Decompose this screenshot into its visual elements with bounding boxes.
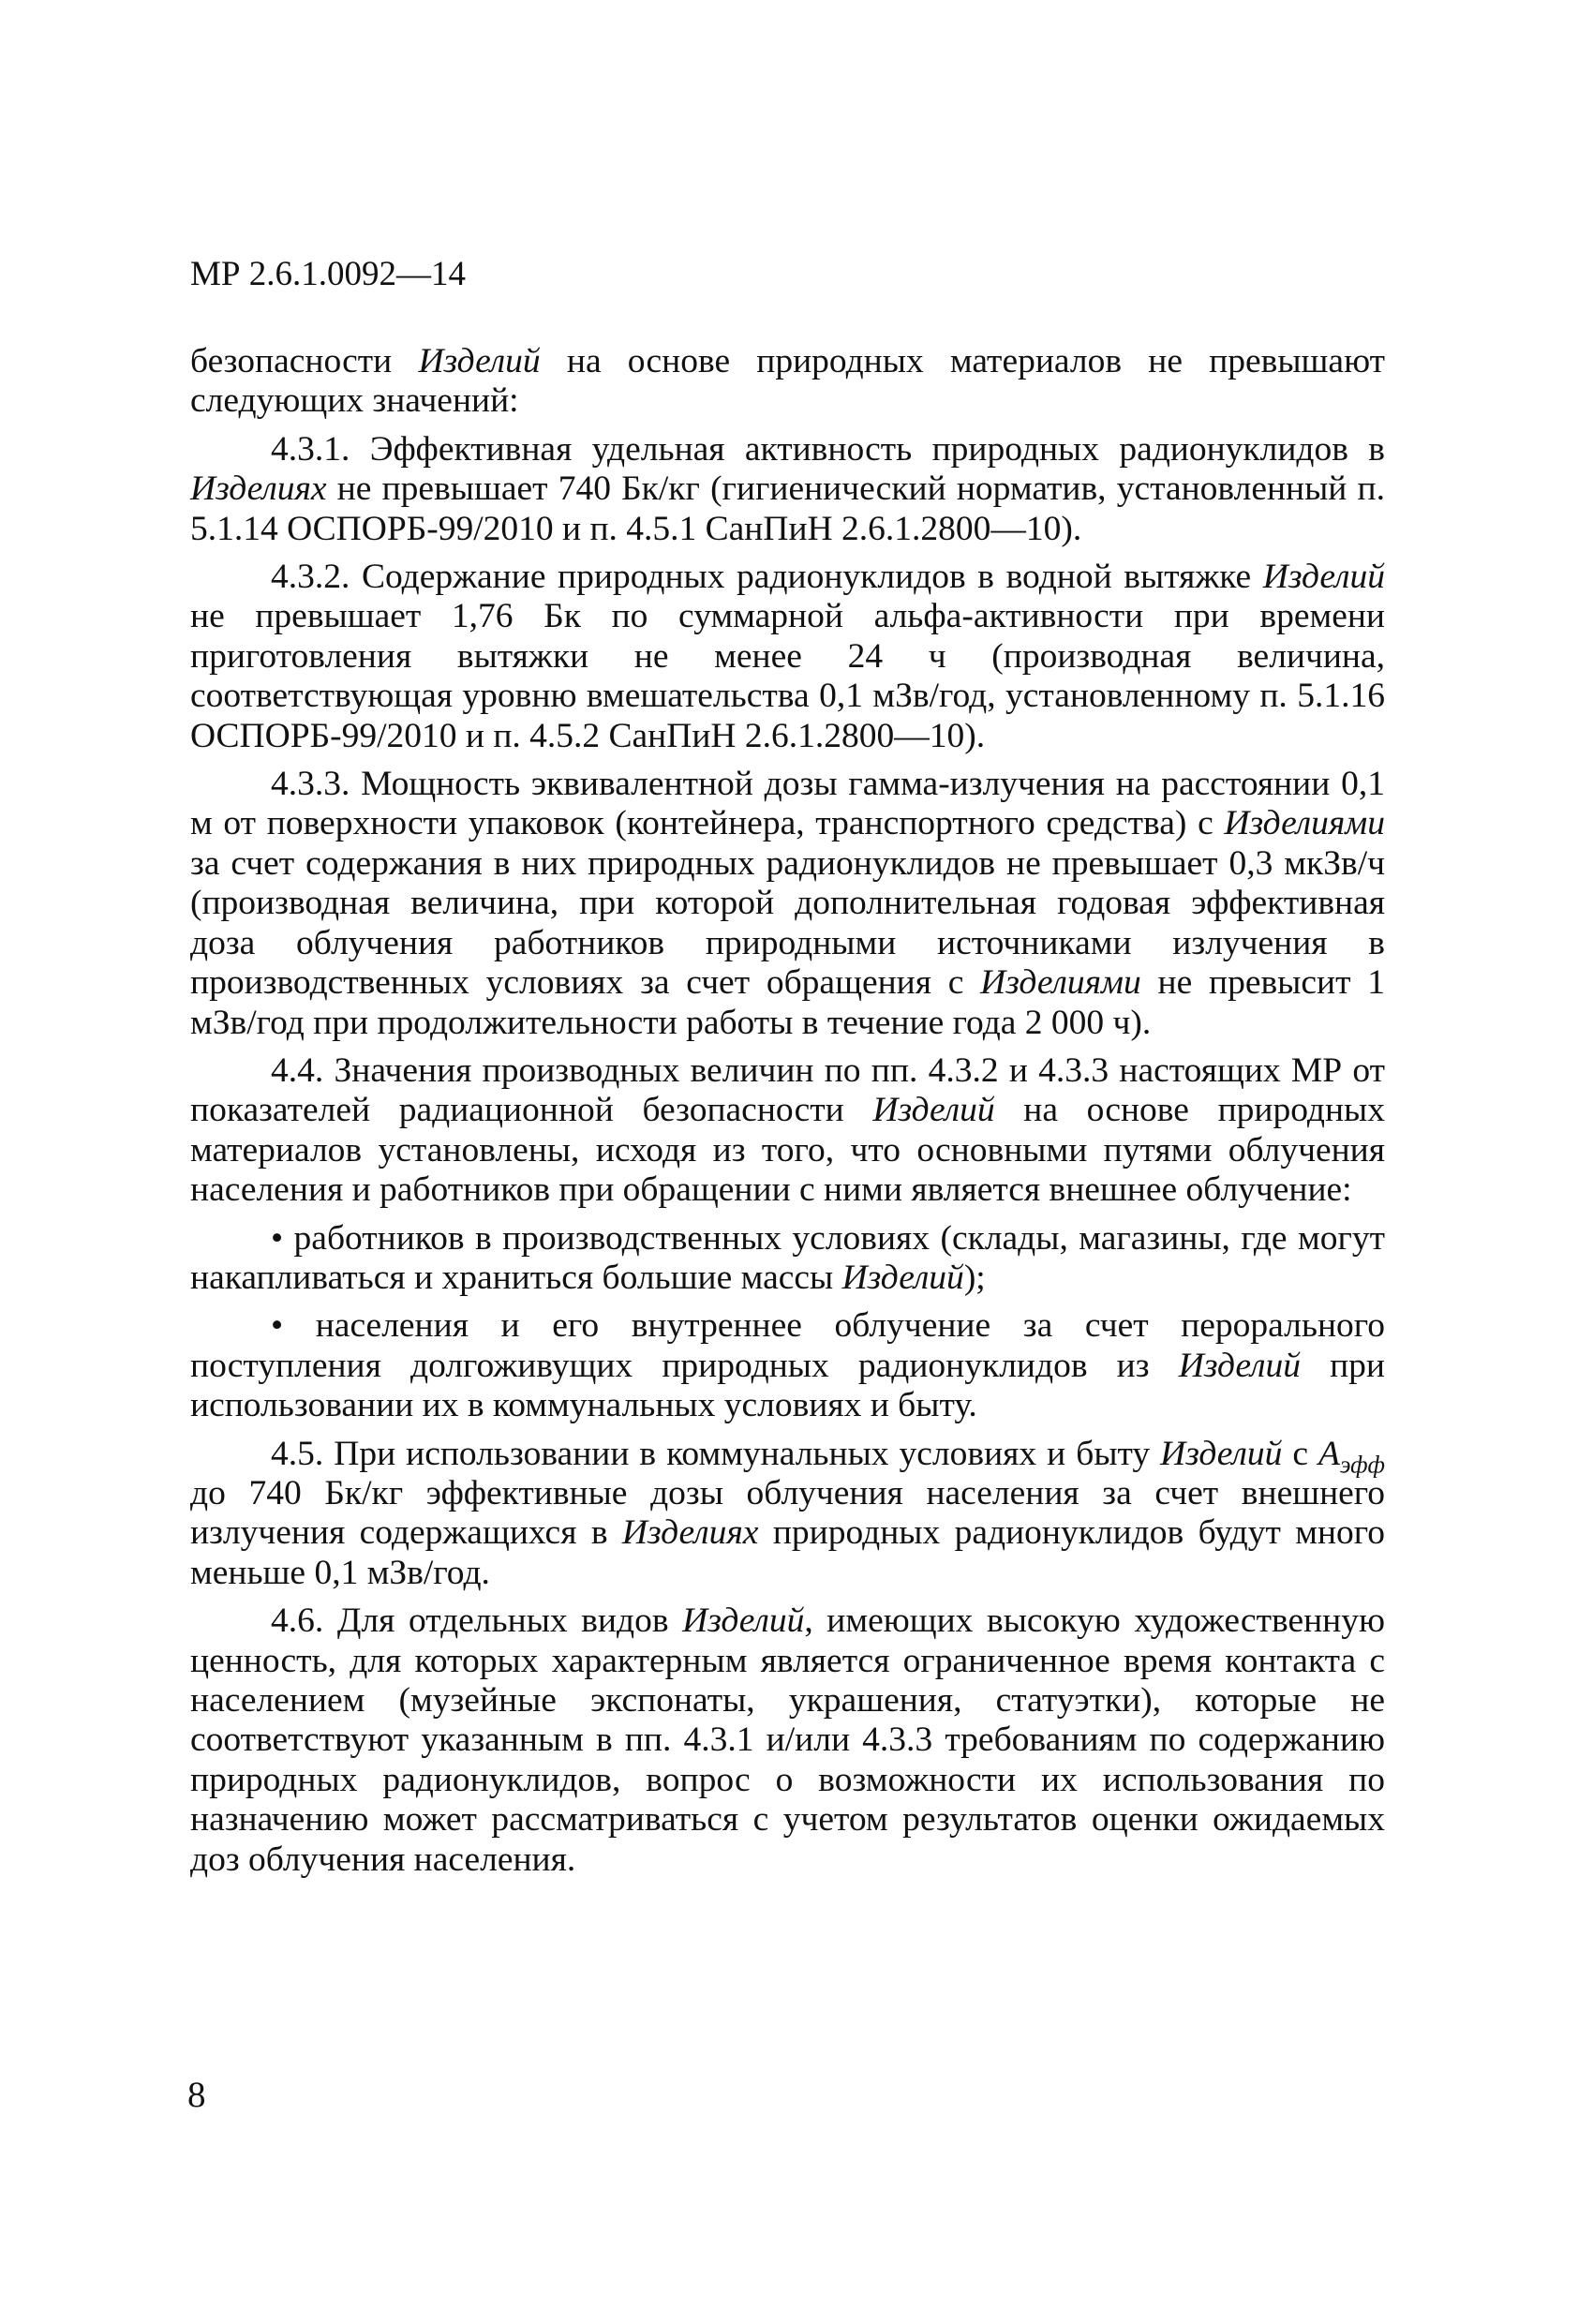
italic-term: А bbox=[1318, 1434, 1340, 1473]
italic-term: Изделиях bbox=[190, 469, 327, 509]
paragraph-p431 bbox=[190, 430, 1385, 549]
text-segment: с bbox=[1282, 1434, 1319, 1473]
subscript-text: эфф bbox=[1339, 1451, 1385, 1479]
text-segment: 4.3.3. Мощность эквивалентной дозы гамма-излучения на расстоянии 0,1 м от поверхности упаковок (контейнера, транспортного средства) с bbox=[190, 765, 1385, 843]
italic-term: Изделиях bbox=[621, 1513, 759, 1553]
italic-term: Изделий bbox=[1262, 558, 1385, 597]
italic-term: Изделий bbox=[418, 342, 541, 380]
document-code: МР 2.6.1.0092—14 bbox=[190, 255, 466, 293]
paragraph-b2 bbox=[190, 1306, 1385, 1425]
paragraph-b1 bbox=[190, 1219, 1385, 1299]
text-segment: безопасности bbox=[190, 342, 419, 380]
paragraph-p44 bbox=[190, 1051, 1385, 1211]
text-segment: • работников в производственных условиях (склады, магазины, где могут накапливаться и храниться большие массы bbox=[190, 1218, 1385, 1297]
page-number: 8 bbox=[187, 2075, 206, 2115]
paragraph-p432 bbox=[190, 558, 1385, 756]
italic-term: Изделий bbox=[872, 1091, 995, 1130]
text-segment: , имеющих высокую художественную ценность, для которых характерным является ограниченное время контакта с населением (музейные экспонаты, украшения, статуэтки), которые не соответствуют указанным в пп. 4.3.1 и/или 4.3.3 требованиям по содержанию природных радионуклидов, вопрос о возможности их использования по назначению может рассматриваться с учетом результатов оценки ожидаемых доз облучения населения. bbox=[190, 1601, 1385, 1879]
text-segment: на основе природных материалов не превышают следующих значений: bbox=[190, 342, 1385, 421]
body-text bbox=[190, 342, 1385, 1888]
text-segment: не превысит 1 мЗв/год при продолжительности работы в течение года 2 000 ч). bbox=[190, 963, 1385, 1042]
italic-term: Изделий bbox=[1160, 1434, 1283, 1473]
text-segment: не превышает 740 Бк/кг (гигиенический норматив, установленный п. 5.1.14 ОСПОРБ-99/2010 и п. 4.5.1 СанПиН 2.6.1.2800—10). bbox=[190, 469, 1385, 548]
italic-term: Изделий bbox=[1178, 1346, 1301, 1385]
paragraph-p433 bbox=[190, 765, 1385, 1043]
text-segment: 4.3.2. Содержание природных радионуклидов в водной вытяжке bbox=[271, 558, 1263, 597]
text-segment: • населения и его внутреннее облучение за счет перорального поступления долгоживущих природных радионуклидов из bbox=[190, 1306, 1385, 1385]
italic-term: Изделий bbox=[841, 1258, 964, 1297]
text-segment: не превышает 1,76 Бк по суммарной альфа-активности при времени приготовления вытяжки не менее 24 ч (производная величина, соответствующая уровню вмешательства 0,1 мЗв/год, установленному п. 5.1.16 ОСПОРБ-99/2010 и п. 4.5.2 СанПиН 2.6.1.2800—10). bbox=[190, 597, 1385, 755]
text-segment: 4.3.1. Эффективная удельная активность природных радионуклидов в bbox=[271, 429, 1385, 469]
text-segment: 4.4. Значения производных величин по пп. 4.3.2 и 4.3.3 настоящих МР от показателей радиационной безопасности bbox=[190, 1050, 1385, 1130]
italic-term: Изделиями bbox=[980, 963, 1141, 1003]
text-segment: за счет содержания в них природных радионуклидов не превышает 0,3 мкЗв/ч (производная величина, при которой дополнительная годовая эффективная доза облучения работников природными источниками излучения в производственных условиях за счет обращения с bbox=[190, 843, 1385, 1003]
paragraph-p0 bbox=[190, 342, 1385, 422]
text-segment: природных радионуклидов будут много меньше 0,1 мЗв/год. bbox=[190, 1513, 1385, 1592]
text-segment: до 740 Бк/кг эффективные дозы облучения населения за счет внешнего излучения содержащихся в bbox=[190, 1473, 1385, 1553]
italic-term: Изделиями bbox=[1224, 804, 1385, 843]
paragraph-p46 bbox=[190, 1601, 1385, 1880]
italic-term: Изделий bbox=[682, 1601, 805, 1641]
text-segment: при использовании их в коммунальных условиях и быту. bbox=[190, 1346, 1385, 1425]
text-segment: на основе природных материалов установлены, исходя из того, что основными путями облучения населения и работников при обращении с ними является внешнее облучение: bbox=[190, 1091, 1385, 1210]
paragraph-p45 bbox=[190, 1435, 1385, 1594]
text-segment: ); bbox=[963, 1258, 986, 1297]
text-segment: 4.6. Для отдельных видов bbox=[271, 1601, 683, 1641]
text-segment: 4.5. При использовании в коммунальных условиях и быту bbox=[271, 1434, 1161, 1473]
